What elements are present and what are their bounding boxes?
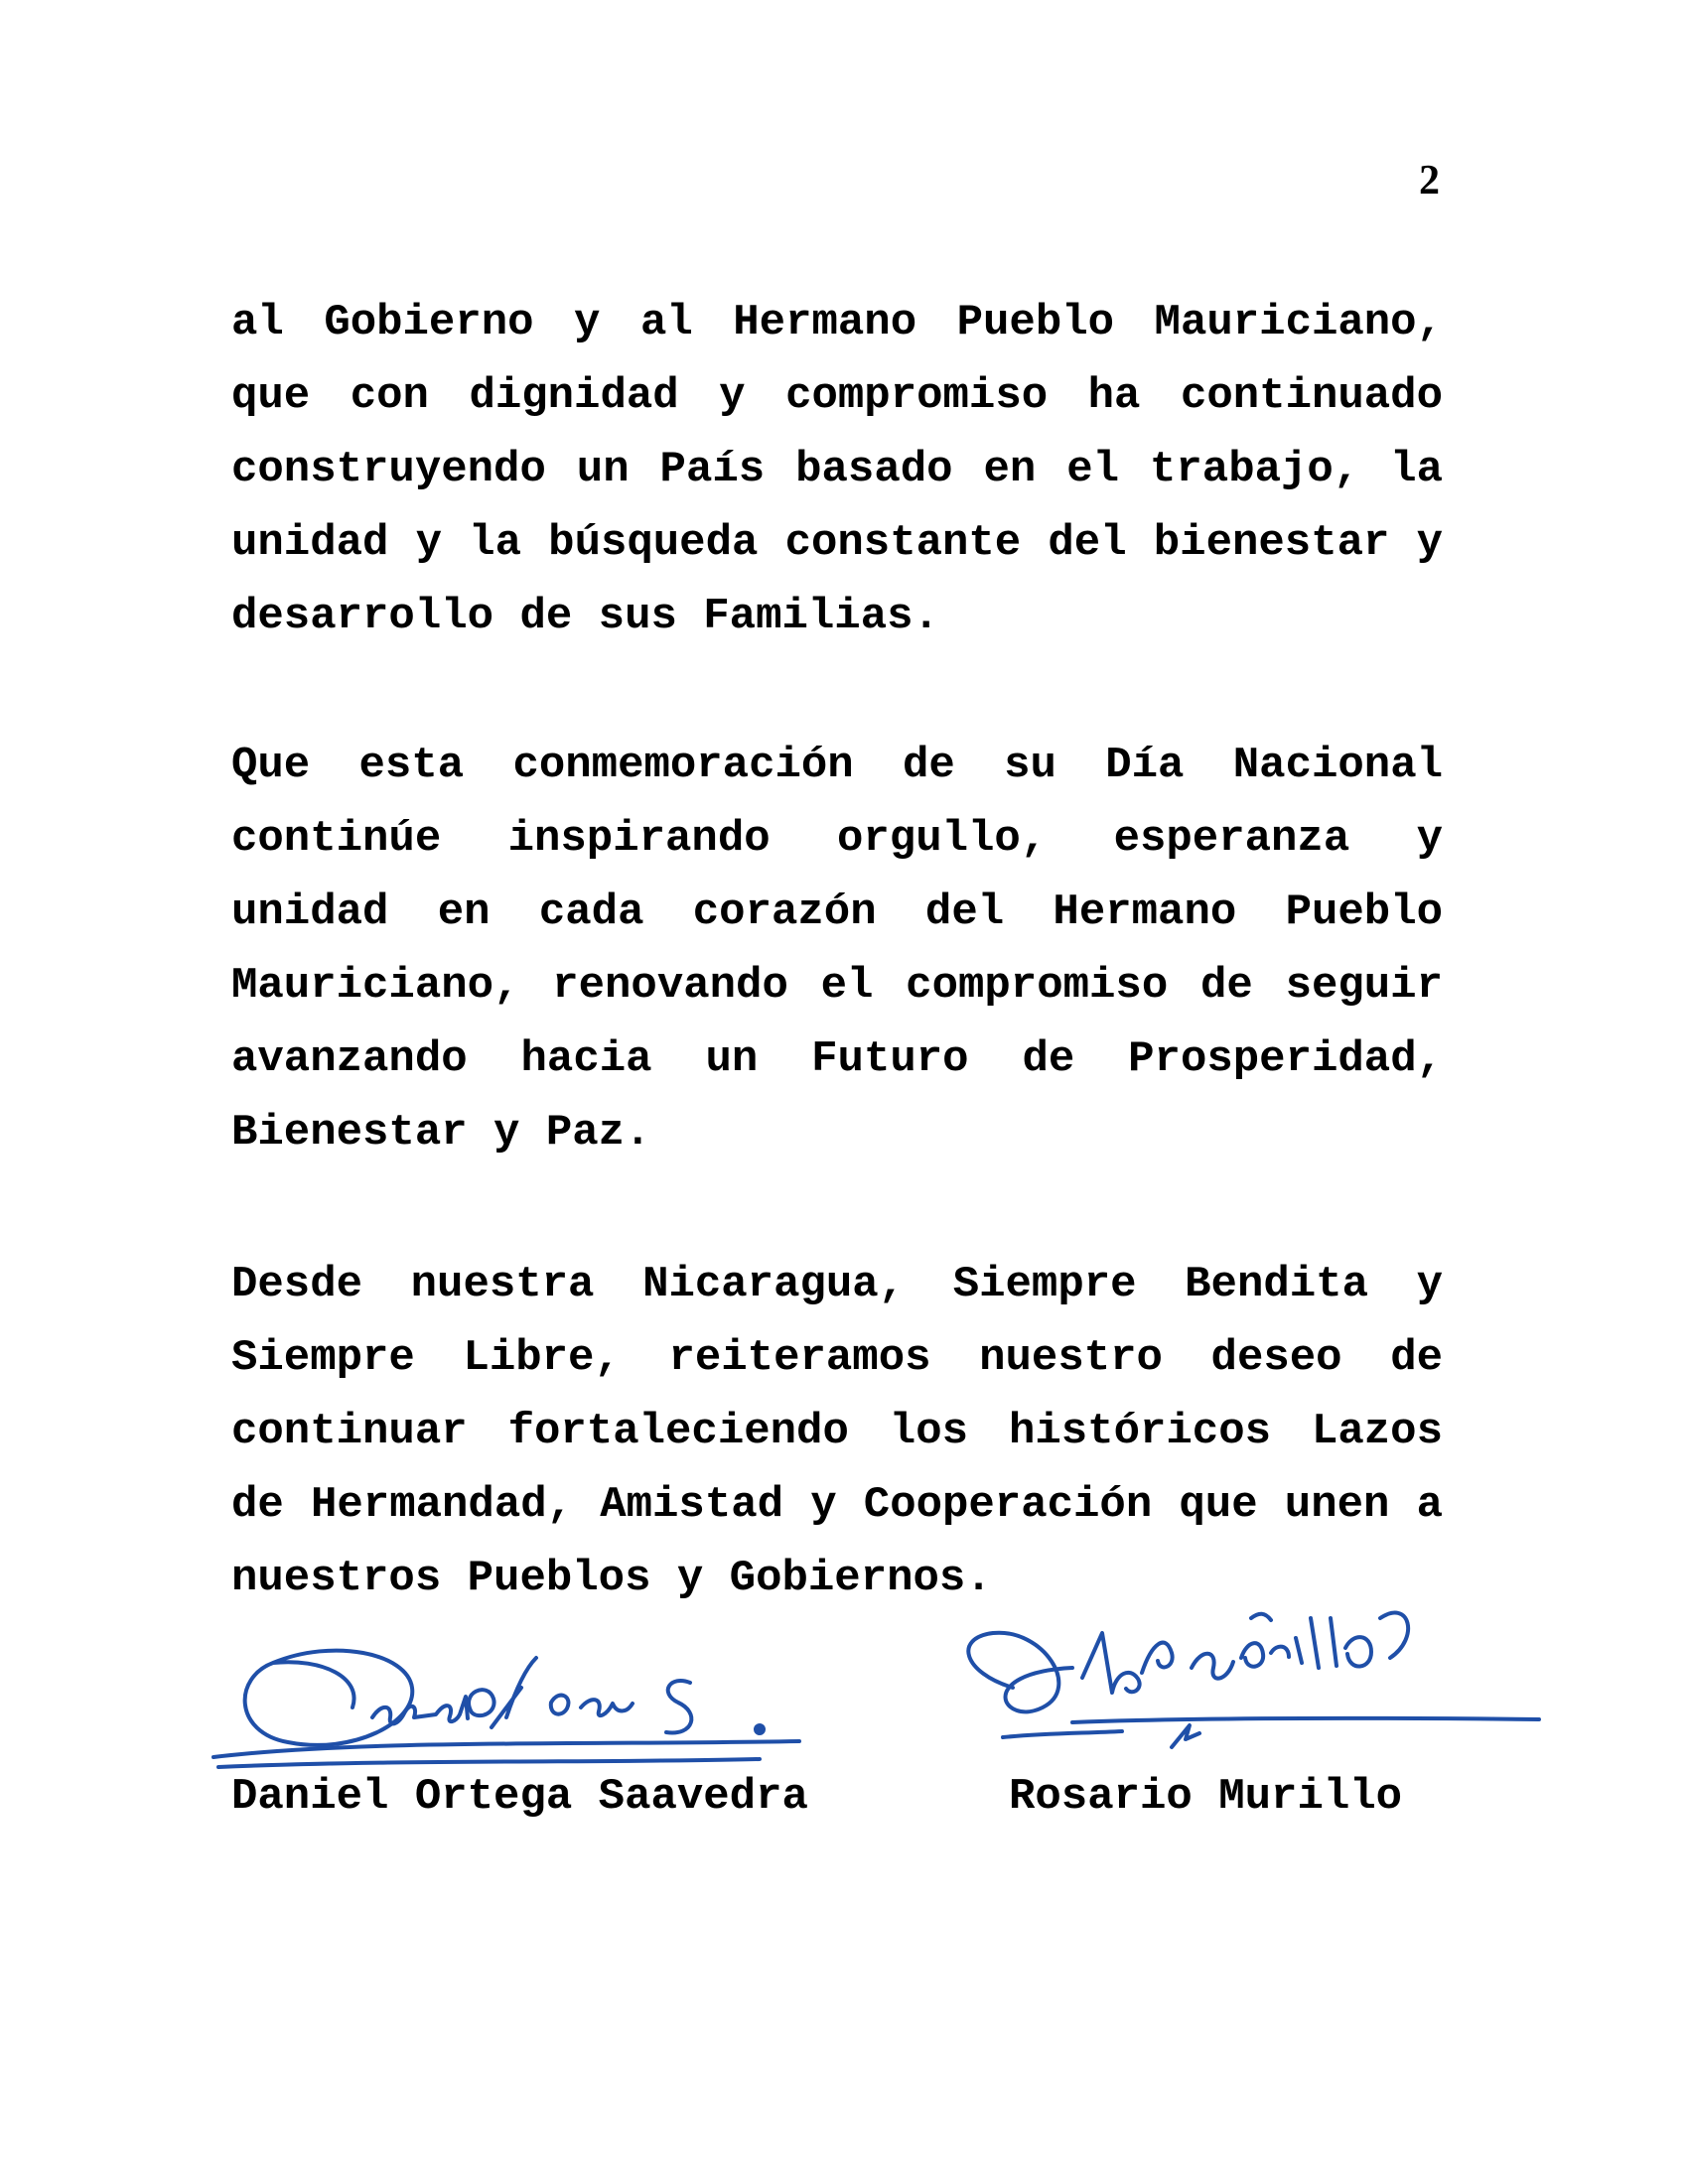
paragraph-line: continuar fortaleciendo los históricos Lazos xyxy=(231,1407,1443,1456)
paragraph-line: continúe inspirando orgullo, esperanza y xyxy=(231,814,1443,864)
signer-name-right: Rosario Murillo xyxy=(1009,1772,1403,1822)
paragraph-line: Desde nuestra Nicaragua, Siempre Bendita y xyxy=(231,1260,1443,1309)
page-number: 2 xyxy=(1419,158,1440,204)
paragraph-line: unidad y la búsqueda constante del bienestar y xyxy=(231,518,1443,568)
paragraph-1 xyxy=(231,286,1443,653)
paragraph-line: que con dignidad y compromiso ha continuado xyxy=(231,371,1443,421)
paragraph-line: nuestros Pueblos y Gobiernos. xyxy=(231,1554,992,1603)
paragraph-line: desarrollo de sus Familias. xyxy=(231,592,939,641)
paragraph-line: construyendo un País basado en el trabajo, la xyxy=(231,445,1443,494)
signature-left-image xyxy=(204,1608,849,1787)
paragraph-line: Que esta conmemoración de su Día Nacional xyxy=(231,741,1443,790)
signature-right-image xyxy=(943,1578,1549,1797)
paragraph-line: avanzando hacia un Futuro de Prosperidad, xyxy=(231,1034,1443,1084)
paragraph-line: unidad en cada corazón del Hermano Pueblo xyxy=(231,887,1443,937)
signer-name-left: Daniel Ortega Saavedra xyxy=(231,1772,808,1822)
paragraph-line: de Hermandad, Amistad y Cooperación que unen a xyxy=(231,1480,1443,1530)
paragraph-2 xyxy=(231,729,1443,1169)
paragraph-line: Siempre Libre, reiteramos nuestro deseo de xyxy=(231,1333,1443,1383)
paragraph-line: Bienestar y Paz. xyxy=(231,1108,651,1158)
paragraph-line: Mauriciano, renovando el compromiso de seguir xyxy=(231,961,1443,1011)
paragraph-line: al Gobierno y al Hermano Pueblo Mauriciano, xyxy=(231,298,1443,347)
paragraph-3 xyxy=(231,1248,1443,1615)
